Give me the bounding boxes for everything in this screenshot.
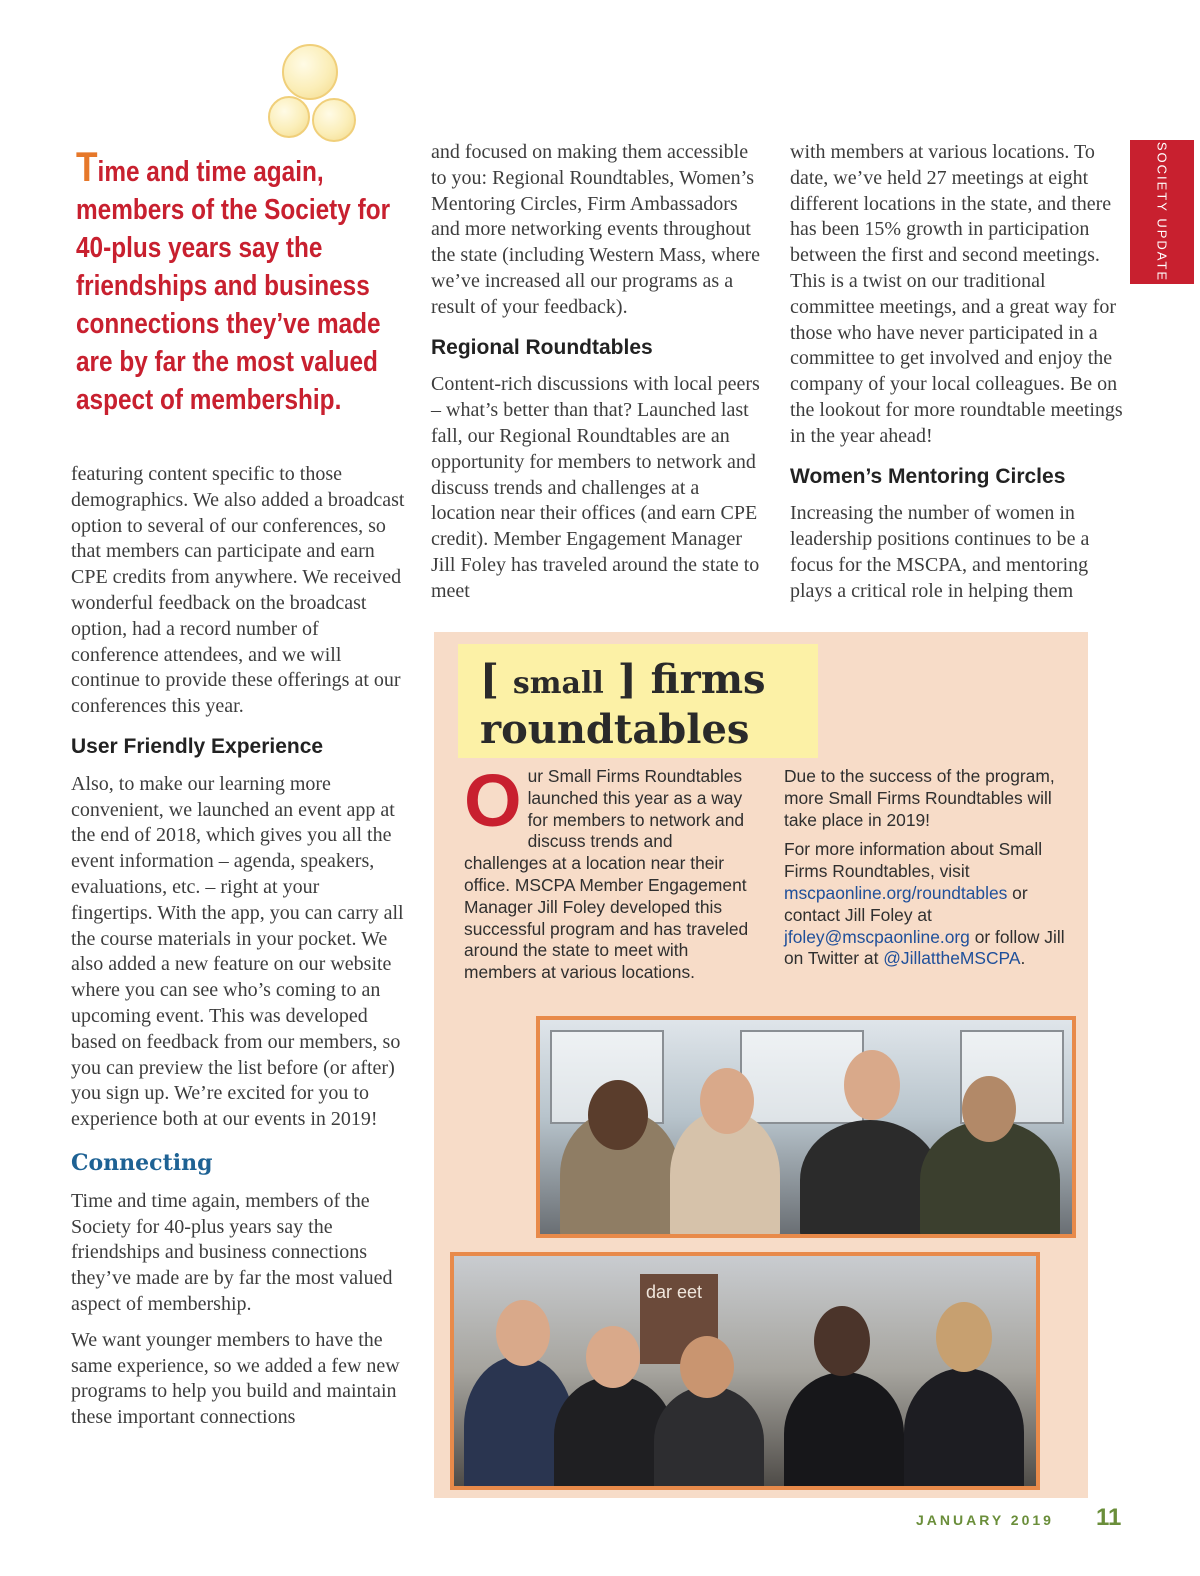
subheading-womens-mentoring: Women’s Mentoring Circles [790, 464, 1066, 488]
text-span: or follow Jill on Twitter at [784, 926, 1065, 969]
title-firms: firms [650, 656, 766, 703]
sidebar-left-paragraph: ur Small Firms Roundtables launched this year as a way for members to network and discuss trends and challenges at a location near their office. MSCPA Member Engagement Manager Jill Foley developed this successful program and has traveled around the state to meet with members at various locations. [464, 766, 749, 983]
paragraph: Time and time again, members of the Society for 40-plus years say the friendships and business connections they’ve made are by far the most valued aspect of membership. [71, 1189, 393, 1315]
paragraph: Increasing the number of women in leadership positions continues to be a focus for the MSCPA, and mentoring plays a critical role in helping them [790, 502, 1090, 602]
column-3 [790, 140, 1124, 615]
sidebar-title-line2: roundtables [480, 706, 750, 753]
section-tab-label: SOCIETY UPDATE [1154, 141, 1170, 283]
title-bracket: ] [617, 656, 637, 703]
text-span: For more information about Small Firms Roundtables, visit [784, 839, 1043, 882]
title-bracket: [ [480, 656, 499, 703]
small-firms-sidebar [434, 632, 1088, 1498]
paragraph: with members at various locations. To date, we’ve held 27 meetings at eight different locations in the state, and there has been 15% growth in participation between the first and second meetings. This is a twist on our traditional committee meetings, and a great way for those who have never participated in a committee to get involved and enjoy the company of your local colleagues. Be on the lookout for more roundtable meetings in the year ahead! [790, 141, 1123, 447]
paragraph [784, 839, 1084, 970]
paragraph: and focused on making them accessible to you: Regional Roundtables, Women’s Mentoring Circles, Firm Ambassadors and more networking events throughout the state (including Western Mass, where we’ve increased all our programs as a result of your feedback). [431, 141, 761, 318]
twitter-link[interactable]: @JillattheMSCPA [883, 948, 1021, 969]
paragraph: Also, to make our learning more convenient, we launched an event app at the end of 2018, which gives you all the event information – agenda, speakers, evaluations, etc. – right at your fingertips. With the app, you can carry all the course materials in your pocket. We also added a new feature on our website where you can see who’s coming to an upcoming event. This was developed based on feedback from our members, so you can preview the list before (or after) you sign up. We’re excited for you to experience both at our events in 2019! [71, 772, 404, 1131]
paragraph: featuring content specific to those demographics. We also added a broadcast option to several of our conferences, so that members can participate and earn CPE credits from anywhere. We received wonderful feedback on the broadcast option, had a record number of conference attendees, and we will continue to provide these offerings at our conferences this year. [71, 463, 405, 718]
subheading-connecting: Connecting [71, 1149, 213, 1176]
page-number: 11 [1096, 1504, 1122, 1531]
group-photo-2 [450, 1252, 1040, 1490]
footer-issue-date: JANUARY 2019 [916, 1512, 1054, 1528]
column-2 [431, 140, 767, 615]
cafe-sign-text: dar eet [646, 1282, 703, 1302]
sidebar-right-text [784, 766, 1084, 978]
pull-quote [76, 143, 404, 419]
pull-quote-text: ime and time again, members of the Society for 40-plus years say the friendships and business connections they’ve made are by far the most valued aspect of membership. [76, 156, 391, 416]
sidebar-drop-cap: O [464, 759, 522, 842]
group-photo-1 [536, 1016, 1076, 1238]
pull-quote-drop-cap: T [76, 143, 98, 190]
sidebar-title [458, 644, 818, 758]
email-link[interactable]: jfoley@mscpaonline.org [784, 926, 970, 947]
sidebar-left-text [464, 759, 760, 984]
paragraph: Due to the success of the program, more Small Firms Roundtables will take place in 2019! [784, 766, 1055, 830]
column-1 [71, 462, 405, 1441]
roundtables-link[interactable]: mscpaonline.org/roundtables [784, 882, 1008, 903]
sidebar-title-line1 [480, 656, 766, 703]
text-span: or contact Jill Foley at [784, 882, 1028, 925]
title-small: small [512, 666, 604, 701]
text-span: . [1020, 948, 1026, 969]
section-tab [1130, 140, 1194, 284]
paragraph: We want younger members to have the same experience, so we added a few new programs to help you build and maintain these important connections [71, 1328, 400, 1429]
subheading-regional-roundtables: Regional Roundtables [431, 335, 653, 359]
subheading-user-friendly: User Friendly Experience [71, 734, 324, 758]
paragraph: Content-rich discussions with local peers – what’s better than that? Launched last fall, our Regional Roundtables are an opportunity for members to network and discuss trends and challenges at a location near their offices (and earn CPE credit). Member Engagement Manager Jill Foley has traveled around the state to meet [431, 373, 760, 602]
